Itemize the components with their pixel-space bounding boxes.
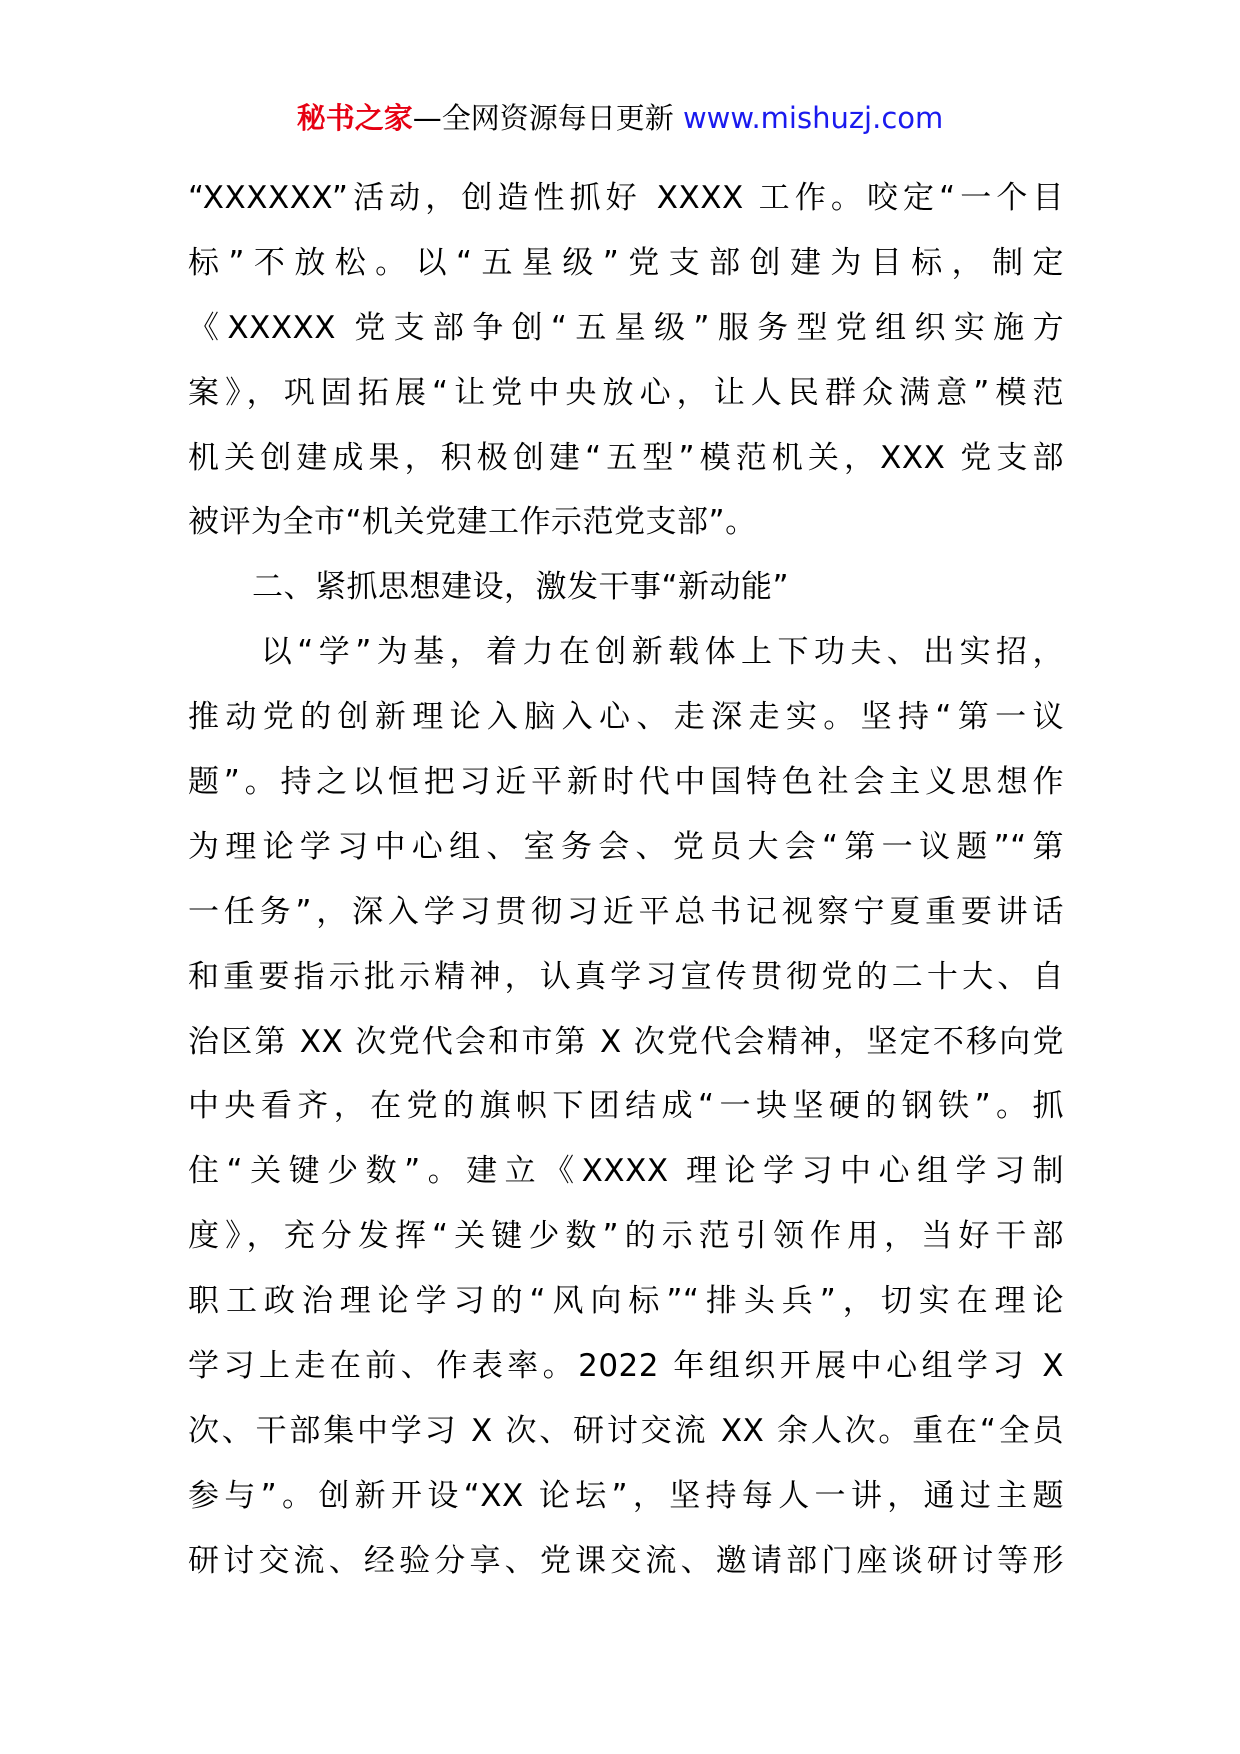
paragraph-line: “XXXXXX”活动，创造性抓好 XXXX 工作。咬定“一个目 xyxy=(188,180,1064,216)
paragraph-line: 和重要指示批示精神，认真学习宣传贯彻党的二十大、自 xyxy=(188,958,1064,995)
site-url-link[interactable]: www.mishuzj.com xyxy=(682,101,944,135)
header-tagline: —全网资源每日更新 xyxy=(412,101,683,135)
paragraph-line: 推动党的创新理论入脑入心、走深走实。坚持“第一议 xyxy=(188,699,1064,736)
paragraph-line: 案》，巩固拓展“让党中央放心，让人民群众满意”模范 xyxy=(188,374,1064,411)
paragraph-line: 职工政治理论学习的“风向标”“排头兵”，切实在理论 xyxy=(188,1283,1064,1320)
paragraph-line: 标”不放松。以“五星级”党支部创建为目标，制定 xyxy=(188,244,1064,281)
paragraph-line: 一任务”，深入学习贯彻习近平总书记视察宁夏重要讲话 xyxy=(188,893,1064,930)
paragraph-line: 住“关键少数”。建立《XXXX 理论学习中心组学习制 xyxy=(188,1153,1064,1190)
paragraph-line: 机关创建成果，积极创建“五型”模范机关，XXX 党支部 xyxy=(188,439,1064,476)
section-heading: 二、紧抓思想建设，激发干事“新动能” xyxy=(252,569,790,606)
paragraph-line: 度》，充分发挥“关键少数”的示范引领作用，当好干部 xyxy=(188,1218,1064,1255)
paragraph-line: 被评为全市“机关党建工作示范党支部”。 xyxy=(188,504,757,541)
paragraph-line: 次、干部集中学习 X 次、研讨交流 XX 余人次。重在“全员 xyxy=(188,1412,1064,1449)
paragraph-line: 为理论学习中心组、室务会、党员大会“第一议题”“第 xyxy=(188,828,1064,865)
paragraph-line: 题”。持之以恒把习近平新时代中国特色社会主义思想作 xyxy=(188,764,1064,801)
paragraph-line: 治区第 XX 次党代会和市第 X 次党代会精神，坚定不移向党 xyxy=(188,1023,1064,1060)
brand-name: 秘书之家 xyxy=(296,101,413,135)
paragraph-line: 研讨交流、经验分享、党课交流、邀请部门座谈研讨等形 xyxy=(188,1542,1064,1579)
paragraph-line: 中央看齐，在党的旗帜下团结成“一块坚硬的钢铁”。抓 xyxy=(188,1088,1064,1125)
paragraph-line: 《XXXXX 党支部争创“五星级”服务型党组织实施方 xyxy=(188,309,1064,346)
paragraph-line: 以“学”为基，着力在创新载体上下功夫、出实招， xyxy=(188,634,1064,671)
document-body xyxy=(188,166,1064,1594)
site-header xyxy=(0,98,1240,138)
paragraph-line: 参与”。创新开设“XX 论坛”，坚持每人一讲，通过主题 xyxy=(188,1477,1064,1514)
paragraph-line: 学习上走在前、作表率。2022 年组织开展中心组学习 X xyxy=(188,1348,1064,1385)
